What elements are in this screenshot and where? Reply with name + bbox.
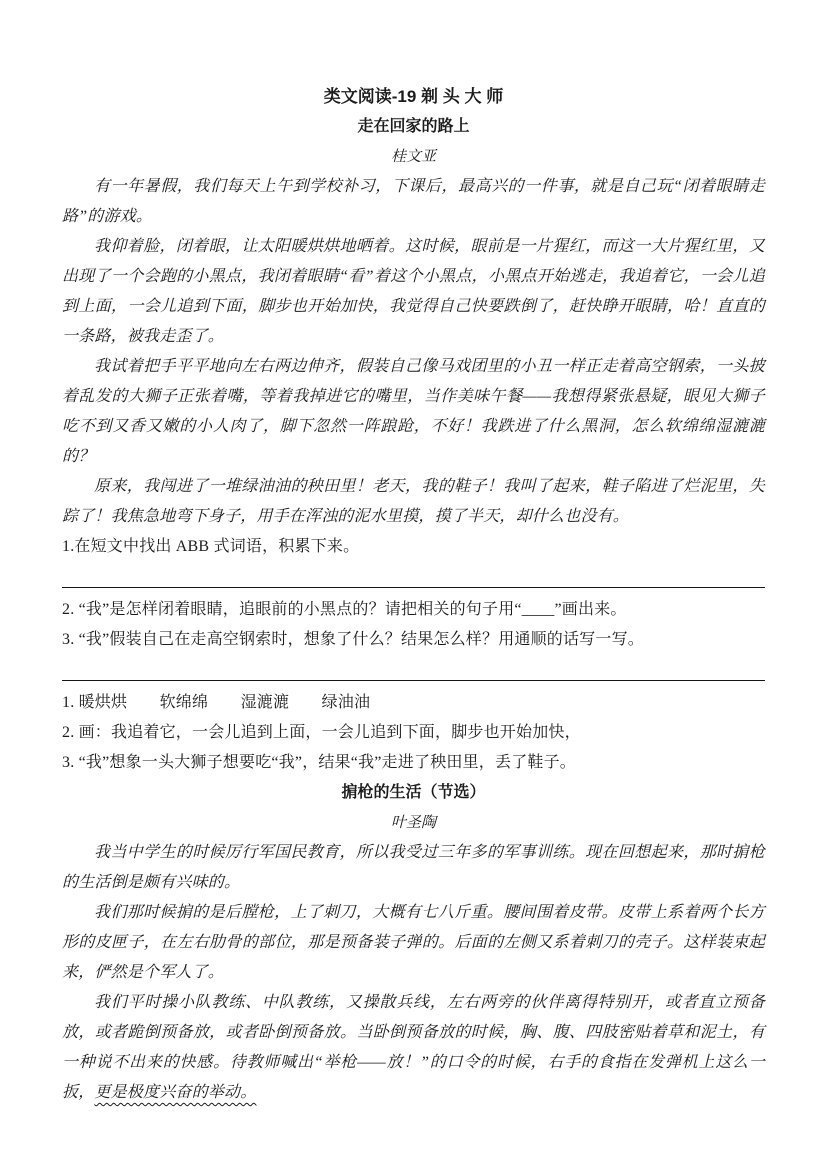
passage1-paragraph-4: 原来，我闯进了一堆绿油油的秧田里！老天，我的鞋子！我叫了起来，鞋子陷进了烂泥里，失踪了！我焦急地弯下身子，用手在浑浊的泥水里摸，摸了半天，却什么也没有。 [62, 478, 765, 525]
passage1-section [62, 112, 765, 532]
question-1: 1.在短文中找出 ABB 式词语，积累下来。 [62, 538, 360, 555]
passage1-paragraph-1: 有一年暑假，我们每天上午到学校补习，下课后，最高兴的一件事，就是自己玩“闭着眼睛走路”的游戏。 [62, 178, 765, 225]
passage2-paragraph-1: 我当中学生的时候厉行军国民教育，所以我受过三年多的军事训练。现在回想起来，那时掮枪的生活倒是颇有兴味的。 [62, 844, 765, 891]
questions-section [62, 532, 765, 681]
document-title: 类文阅读-19 剃 头 大 师 [323, 87, 504, 106]
answer-3: 3. “我”想象一头大狮子想要吃“我”，结果“我”走进了秧田里，丢了鞋子。 [62, 754, 577, 771]
question-3: 3. “我”假装自己在走高空钢索时，想象了什么？结果怎么样？用通顺的话写一写。 [62, 631, 645, 648]
passage2-author: 叶圣陶 [390, 815, 436, 831]
passage2-paragraph-2: 我们那时候掮的是后膛枪，上了刺刀，大概有七八斤重。腰间围着皮带。皮带上系着两个长方形的皮匣子，在左右肋骨的部位，那是预备装子弹的。后面的左侧又系着刺刀的壳子。这样装束起来，俨然是个军人了。 [62, 904, 765, 981]
passage2-title: 掮枪的生活（节选） [341, 784, 486, 801]
passage2-paragraph-3-text: 我们平时操小队教练、中队教练，又操散兵线，左右两旁的伙伴离得特别开，或者直立预备放，或者跪倒预备放，或者卧倒预备放。当卧倒预备放的时候，胸、腹、四肢密贴着草和泥土，有一种说不出来的快感。待教师喊出“举枪——放！”的口令的时候，右手的食指在发弹机上这么一扳， [62, 994, 765, 1101]
answer-1: 1. 暖烘烘 软绵绵 湿漉漉 绿油油 [62, 694, 371, 711]
passage1-title: 走在回家的路上 [357, 118, 470, 135]
answer-writing-line-1 [62, 587, 765, 588]
passage2-underlined-phrase: 更是极度兴奋的举动。 [94, 1084, 257, 1101]
answer-writing-line-2 [62, 680, 765, 681]
passage1-paragraph-2: 我仰着脸，闭着眼，让太阳暖烘烘地晒着。这时候，眼前是一片猩红，而这一大片猩红里，又出现了一个会跑的小黑点，我闭着眼睛“看”着这个小黑点，小黑点开始逃走，我追着它，一会儿追到上面，一会儿追到下面，脚步也开始加快，我觉得自己快要跌倒了，赶快睁开眼睛，哈！直直的一条路，被我走歪了。 [62, 238, 765, 345]
question-2: 2. “我”是怎样闭着眼睛，追眼前的小黑点的？请把相关的句子用“____”画出来。 [62, 601, 627, 618]
answers-section [62, 688, 765, 778]
passage1-author: 桂文亚 [390, 149, 436, 165]
answer-2: 2. 画：我追着它，一会儿追到上面，一会儿追到下面，脚步也开始加快， [62, 724, 581, 741]
passage2-section [62, 778, 765, 1108]
passage2-paragraph-3 [62, 988, 765, 1108]
passage1-paragraph-3: 我试着把手平平地向左右两边伸齐，假装自己像马戏团里的小丑一样正走着高空钢索，一头披着乱发的大狮子正张着嘴，等着我掉进它的嘴里，当作美味午餐——我想得紧张悬疑，眼见大狮子吃不到又香又嫩的小人肉了，脚下忽然一阵踉跄，不好！我跌进了什么黑洞，怎么软绵绵湿漉漉的？ [62, 358, 765, 465]
